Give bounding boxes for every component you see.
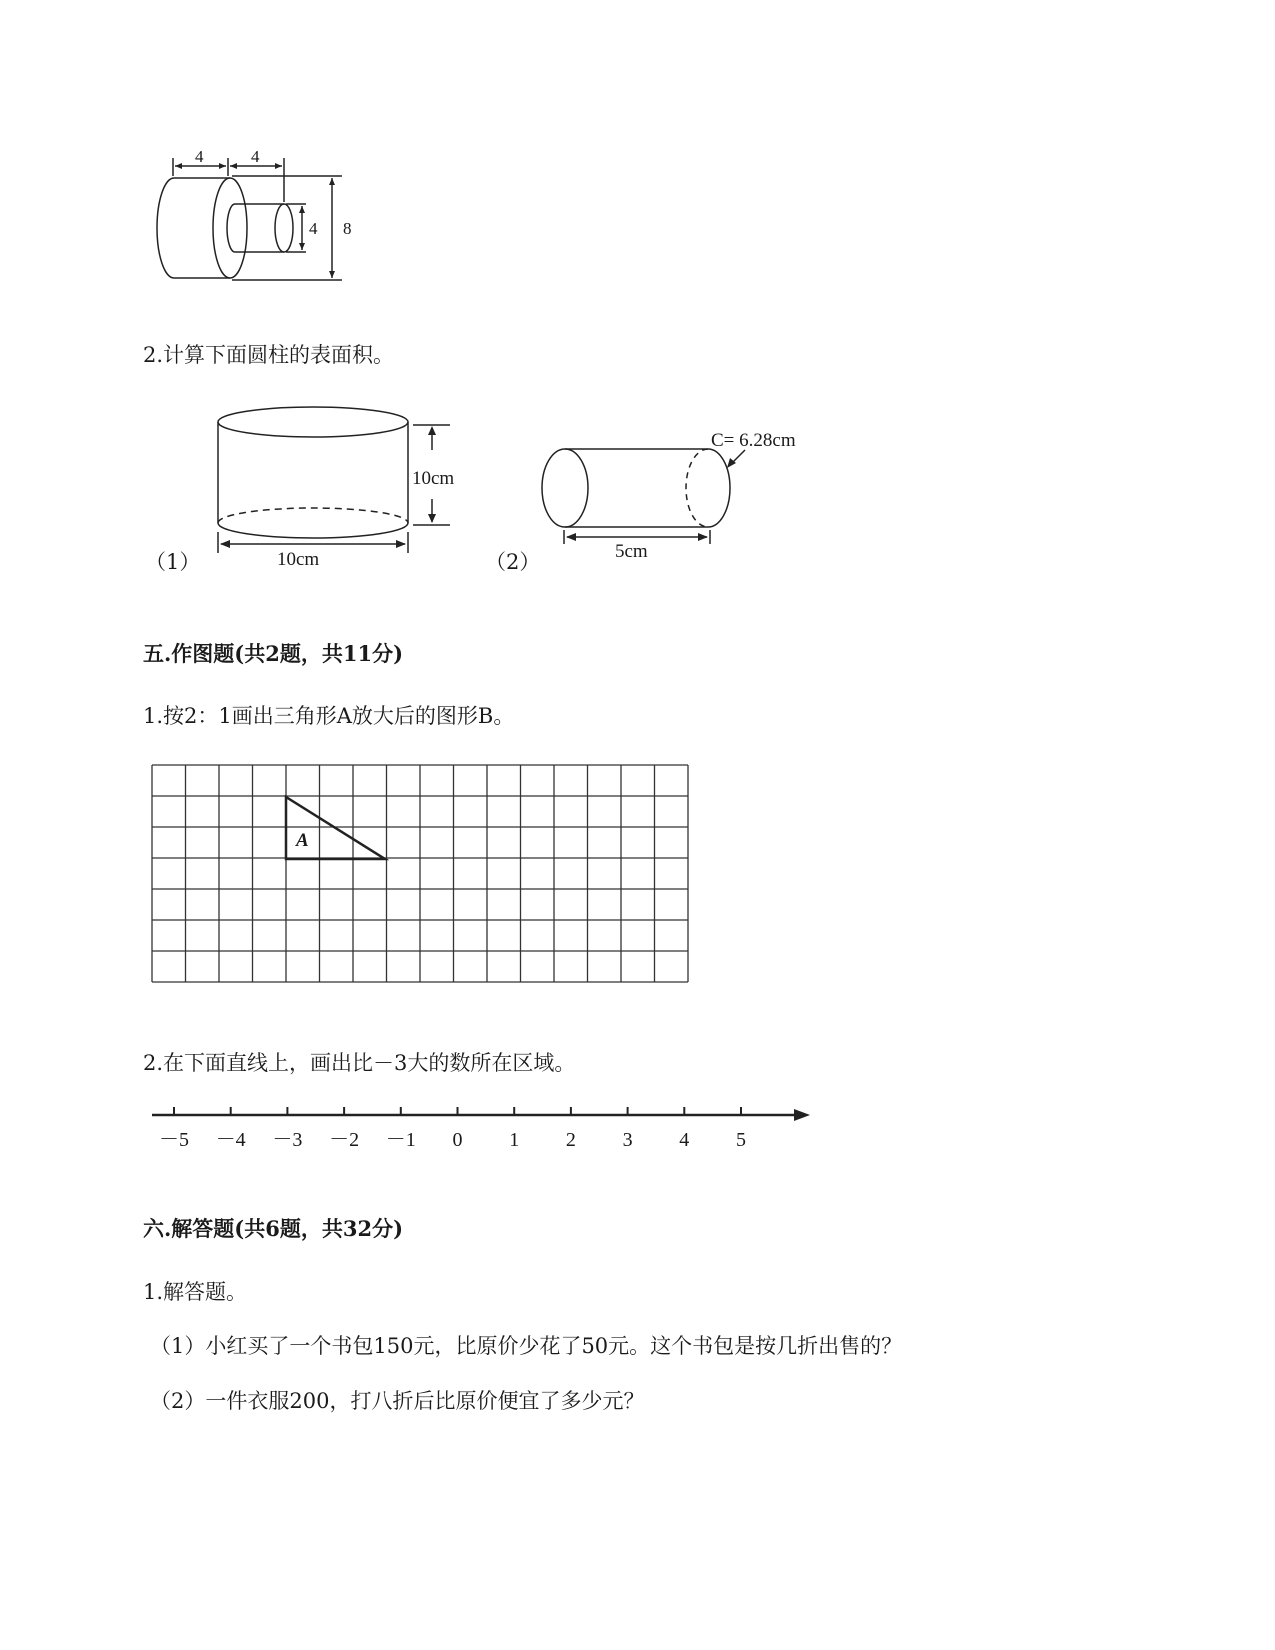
cylinder-2-length: 5cm <box>615 541 648 562</box>
dim-outer-diameter: 8 <box>343 219 352 238</box>
cylinder-1-bottom-back <box>218 508 408 523</box>
q2-prompt: 2.计算下面圆柱的表面积。 <box>143 343 395 367</box>
number-line-label: －5 <box>159 1129 189 1151</box>
number-line-label: 1 <box>509 1129 520 1151</box>
cylinder-2-right-back <box>686 449 708 527</box>
cylinder-2-label: （2） <box>485 550 541 574</box>
cylinder-1-bottom-front <box>218 523 408 538</box>
number-line-label: 5 <box>736 1129 746 1151</box>
large-cylinder-right-face <box>213 178 247 278</box>
section-5-heading: 五.作图题(共2题，共11分) <box>143 641 404 666</box>
section-5-q1: 1.按2：1画出三角形A放大后的图形B。 <box>143 704 515 728</box>
section-6-q1: 1.解答题。 <box>143 1280 248 1304</box>
cylinder-1-figure <box>205 395 480 580</box>
cylinder-1-label: （1） <box>145 550 201 574</box>
cylinder-1-diameter: 10cm <box>277 549 320 570</box>
number-line-label: －3 <box>272 1129 303 1151</box>
cylinder-2-right-front <box>708 449 730 527</box>
small-cylinder-right-face <box>275 204 293 252</box>
section-6-sub2: （2）一件衣服200，打八折后比原价便宜了多少元？ <box>150 1389 645 1413</box>
large-cylinder-left-edge <box>157 178 174 278</box>
drawing-grid[interactable] <box>150 763 695 993</box>
number-line-label: 4 <box>679 1129 690 1151</box>
triangle-a-label: A <box>296 830 309 851</box>
section-6-sub1: （1）小红买了一个书包150元，比原价少花了50元。这个书包是按几折出售的？ <box>150 1334 903 1358</box>
section-6-heading: 六.解答题(共6题，共32分) <box>143 1216 404 1241</box>
dim-inner-diameter: 4 <box>309 219 318 238</box>
number-line-label: 3 <box>622 1129 633 1151</box>
cylinder-2-figure <box>535 420 820 570</box>
dim-top-right: 4 <box>251 147 260 166</box>
number-line-label: －1 <box>385 1129 416 1151</box>
number-line[interactable] <box>140 1098 820 1163</box>
cylinder-2-left-face <box>542 449 588 527</box>
number-line-label: 0 <box>452 1129 463 1151</box>
dim-top-left: 4 <box>195 147 204 166</box>
cylinder-1-height: 10cm <box>412 468 455 489</box>
cylinder-1-top-face <box>218 407 408 437</box>
number-line-label: 2 <box>565 1129 576 1151</box>
number-line-label: －2 <box>329 1129 360 1151</box>
number-line-arrow <box>794 1109 810 1121</box>
section-5-q2: 2.在下面直线上，画出比－3大的数所在区域。 <box>143 1051 576 1075</box>
cylinder-2-circumference: C= 6.28cm <box>711 430 796 451</box>
composite-cylinder-figure <box>140 140 380 300</box>
number-line-label: －4 <box>215 1129 246 1151</box>
